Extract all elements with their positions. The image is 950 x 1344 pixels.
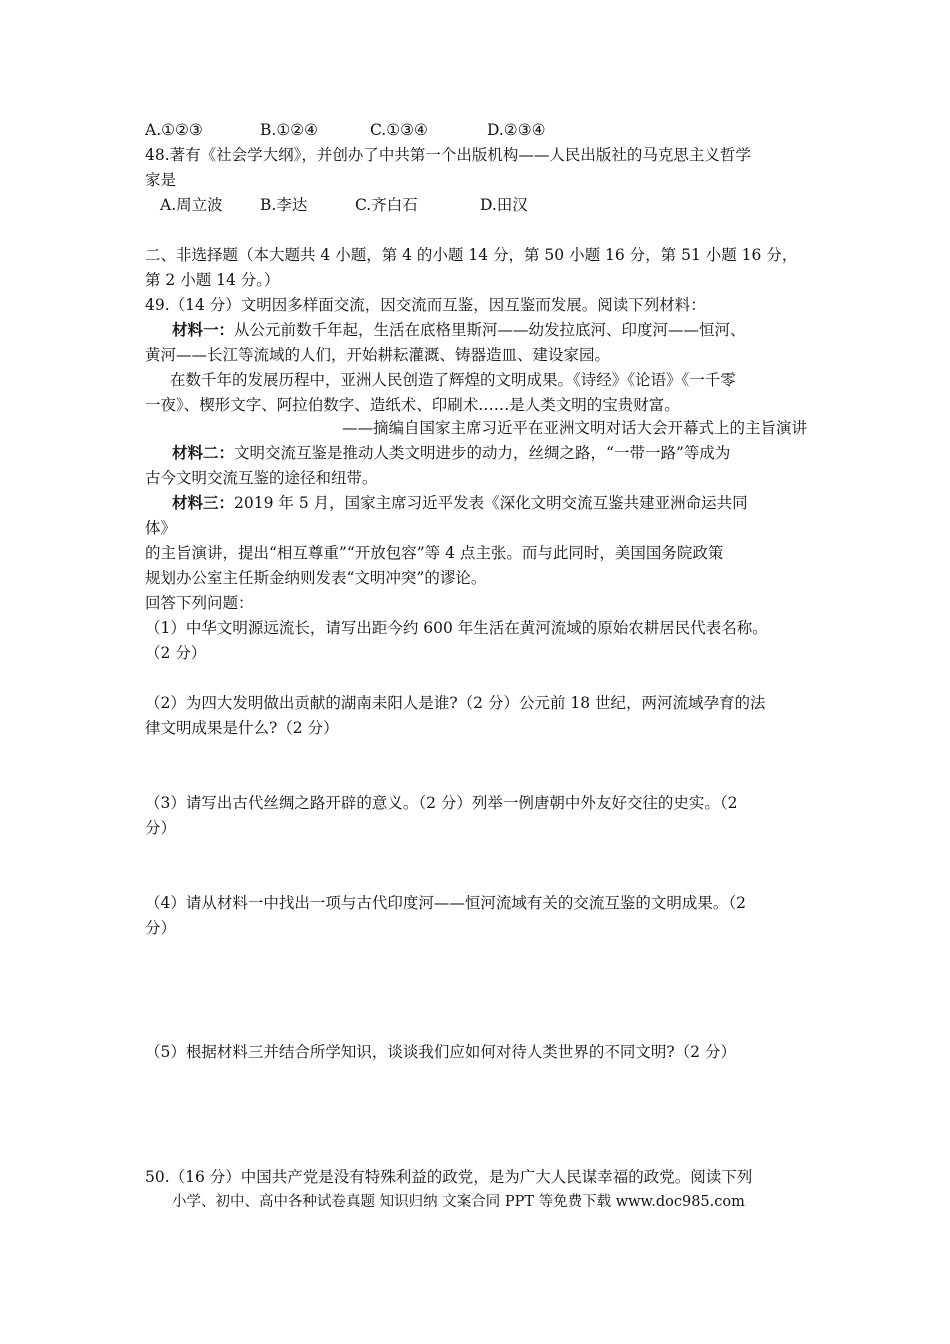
q49-material1-line2: 黄河——长江等流域的人们，开始耕耘灌溉、铸器造皿、建设家园。 (145, 346, 611, 364)
q49-answer-prompt: 回答下列问题： (145, 594, 254, 612)
material1-label: 材料一： (172, 320, 235, 339)
material2-label: 材料二： (172, 443, 235, 462)
q49-material3-line4: 规划办公室主任斯金纳则发表“文明冲突”的谬论。 (145, 569, 487, 587)
q49-sub2-line1: （2）为四大发明做出贡献的湖南耒阳人是谁?（2 分）公元前 18 世纪，两河流域孕育的法 (145, 694, 766, 712)
q49-sub3-line1: （3）请写出古代丝绸之路开辟的意义。（2 分）列举一例唐朝中外友好交往的史实。（2 (145, 794, 738, 812)
q49-sub1-line2: （2 分） (145, 644, 207, 662)
q47-option-b: B.①②④ (260, 121, 319, 139)
q48-stem-line1: 48.著有《社会学大纲》，并创办了中共第一个出版机构——人民出版社的马克思主义哲学 (145, 146, 751, 164)
q48-option-c: C.齐白石 (355, 196, 418, 214)
q49-material1-source: ——摘编自国家主席习近平在亚洲文明对话大会开幕式上的主旨演讲 (341, 419, 807, 437)
material3-text-1: 2019 年 5 月，国家主席习近平发表《深化文明交流互鉴共建亚洲命运共同 (234, 494, 748, 512)
q47-option-a: A.①②③ (145, 121, 203, 139)
q49-material1-line1 (172, 320, 746, 340)
q49-material1-line4: 一夜》、楔形文字、阿拉伯数字、造纸术、印刷术……是人类文明的宝贵财富。 (145, 396, 680, 414)
q49-sub4-line1: （4）请从材料一中找出一项与古代印度河——恒河流域有关的交流互鉴的文明成果。（2 (145, 894, 746, 912)
q49-sub5-line1: （5）根据材料三并结合所学知识，谈谈我们应如何对待人类世界的不同文明?（2 分） (145, 1043, 736, 1061)
q47-option-d: D.②③④ (487, 121, 546, 139)
q49-material1-line3: 在数千年的发展历程中，亚洲人民创造了辉煌的文明成果。《诗经》《论语》《一千零 (170, 371, 736, 389)
q48-option-d: D.田汉 (480, 196, 528, 214)
q49-sub2-line2: 律文明成果是什么?（2 分） (145, 719, 339, 737)
material3-label: 材料三： (172, 493, 235, 512)
section2-heading-line1: 二、非选择题（本大题共 4 小题，第 4 的小题 14 分，第 50 小题 16 分，第 51 小题 16 分， (145, 246, 798, 264)
page-footer: 小学、初中、高中各种试卷真题 知识归纳 文案合同 PPT 等免费下载 www.doc985.com (172, 1194, 745, 1210)
q49-material3-line3: 的主旨演讲，提出“相互尊重”“开放包容”等 4 点主张。而与此同时，美国国务院政策 (145, 544, 724, 562)
section2-heading-line2: 第 2 小题 14 分。） (145, 271, 280, 289)
q49-intro: 49.（14 分）文明因多样面交流，因交流而互鉴，因互鉴而发展。阅读下列材料： (145, 296, 706, 314)
q49-sub4-line2: 分） (145, 919, 177, 937)
material1-text-1: 从公元前数千年起，生活在底格里斯河——幼发拉底河、印度河——恒河、 (234, 321, 746, 339)
q48-stem-line2: 家是 (145, 171, 177, 189)
q48-option-b: B.李达 (260, 196, 308, 214)
q48-option-a: A.周立波 (160, 196, 223, 214)
q49-material3-line1 (172, 493, 748, 513)
q49-material2-line1 (172, 443, 730, 463)
material2-text-1: 文明交流互鉴是推动人类文明进步的动力，丝绸之路，“一带一路”等成为 (234, 444, 731, 462)
q49-material2-line2: 古今文明交流互鉴的途径和纽带。 (145, 469, 378, 487)
q49-sub1-line1: （1）中华文明源远流长，请写出距今约 600 年生活在黄河流域的原始农耕居民代表名称。 (145, 619, 768, 637)
q49-material3-line2: 体》 (145, 519, 177, 537)
q49-sub3-line2: 分） (145, 819, 177, 837)
q47-option-c: C.①③④ (370, 121, 428, 139)
q50-stem-line1: 50.（16 分）中国共产党是没有特殊利益的政党，是为广大人民谋幸福的政党。阅读下列 (145, 1168, 753, 1186)
